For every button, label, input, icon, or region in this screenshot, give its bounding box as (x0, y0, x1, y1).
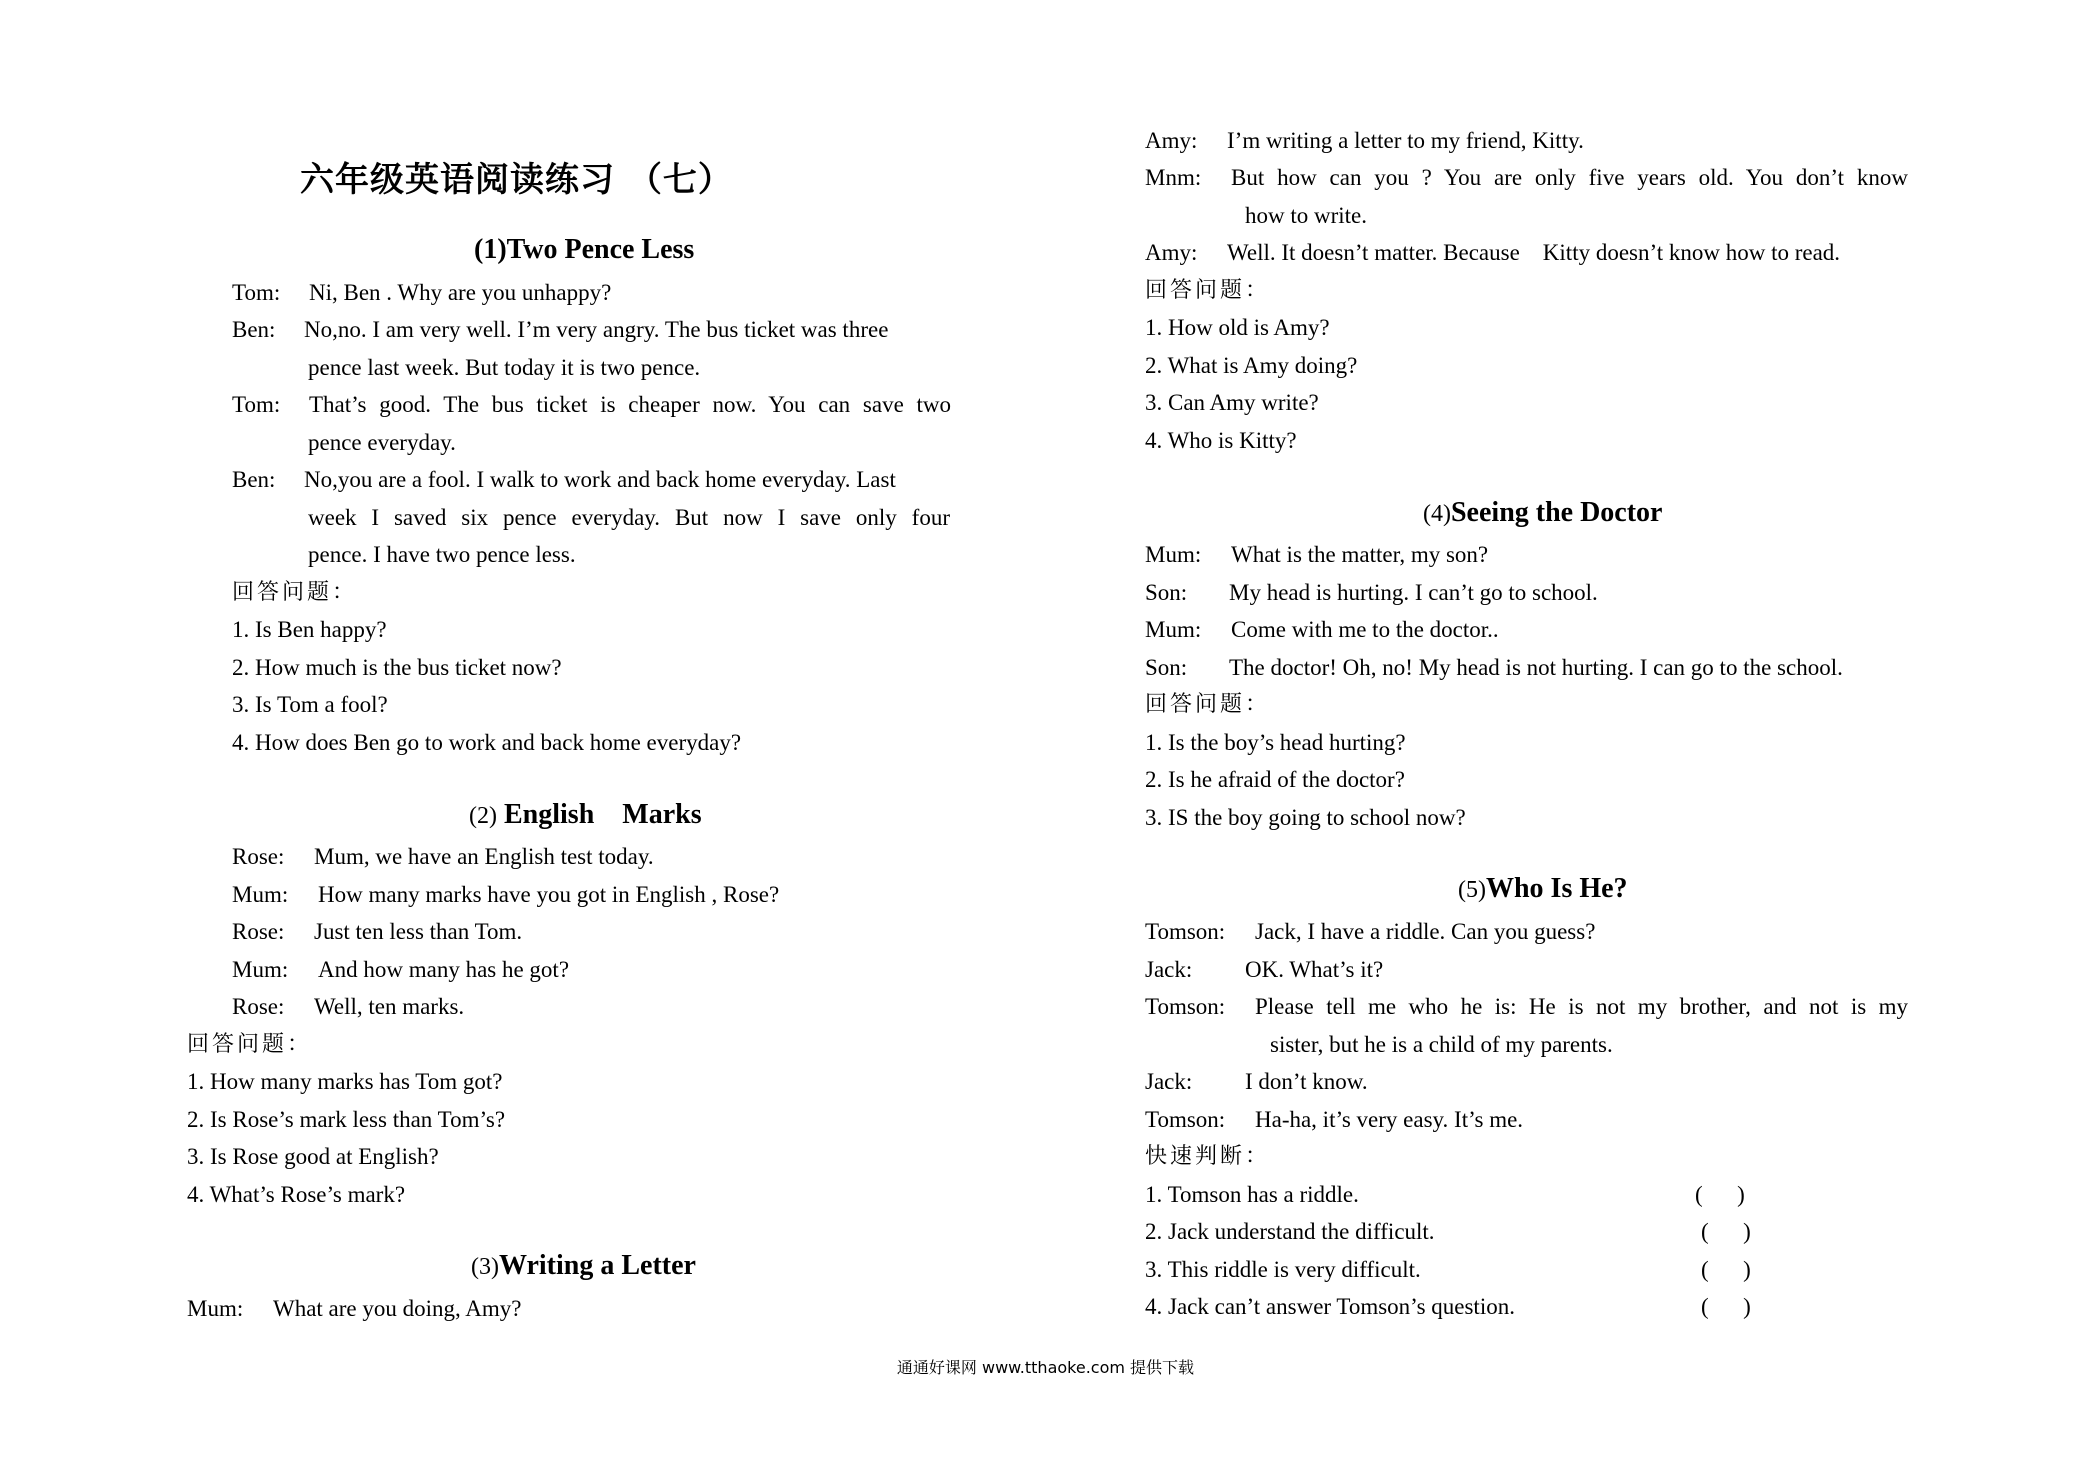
answer-label: 回答问题： (1145, 278, 1271, 303)
speaker: Rose: (232, 994, 285, 1019)
speaker: Mum: (187, 1296, 244, 1321)
question: 2. How much is the bus ticket now? (232, 655, 562, 680)
dialog-text: Well. It doesn’t matter. Because Kitty doesn’t know how to read. (1227, 240, 1841, 265)
speaker: Mum: (232, 882, 289, 907)
question: 2. Is Rose’s mark less than Tom’s? (187, 1107, 506, 1132)
answer-blank[interactable]: ( ) (1695, 1182, 1745, 1207)
dialog-text: That’s good. The bus ticket is cheaper now. You can save two (309, 392, 951, 417)
dialog-text: Ha-ha, it’s very easy. It’s me. (1255, 1107, 1524, 1132)
section-5-title (1458, 873, 1628, 905)
judgement: 1. Tomson has a riddle. (1145, 1182, 1359, 1207)
speaker: Tom: (232, 392, 281, 417)
dialog-line (1145, 122, 1584, 159)
speaker: Jack: (1145, 957, 1193, 982)
question: 2. What is Amy doing? (1145, 353, 1358, 378)
dialog-text: Ni, Ben . Why are you unhappy? (309, 280, 612, 305)
speaker: Tomson: (1145, 1107, 1226, 1132)
answer-blank[interactable]: ( ) (1701, 1294, 1751, 1319)
question: 2. Is he afraid of the doctor? (1145, 767, 1405, 792)
judgement: 2. Jack understand the difficult. (1145, 1219, 1435, 1244)
dialog-line (232, 951, 569, 988)
judge-label: 快速判断： (1145, 1144, 1271, 1169)
answer-label: 回答问题： (187, 1032, 313, 1057)
dialog-text: No,no. I am very well. I’m very angry. The bus ticket was three (304, 317, 889, 342)
footer-credit: 通通好课网 www.tthaoke.com 提供下载 (896, 1358, 1195, 1377)
question: 4. What’s Rose’s mark? (187, 1182, 406, 1207)
dialog-text: The doctor! Oh, no! My head is not hurting. I can go to the school. (1229, 655, 1843, 680)
dialog-text: Jack, I have a riddle. Can you guess? (1255, 919, 1596, 944)
judgement: 4. Jack can’t answer Tomson’s question. (1145, 1294, 1515, 1319)
answer-blank[interactable]: ( ) (1701, 1219, 1751, 1244)
speaker: Tomson: (1145, 994, 1226, 1019)
dialog-line (232, 876, 779, 913)
dialog-line-cont: week I saved six pence everyday. But now I save only four (308, 505, 950, 530)
speaker: Jack: (1145, 1069, 1193, 1094)
speaker: Rose: (232, 844, 285, 869)
dialog-text: My head is hurting. I can’t go to school. (1229, 580, 1598, 605)
dialog-line-cont: pence last week. But today it is two pence. (308, 355, 701, 380)
dialog-line (232, 913, 522, 950)
dialog-text: No,you are a fool. I walk to work and back home everyday. Last (304, 467, 896, 492)
dialog-line (1145, 1101, 1523, 1138)
dialog-text: And how many has he got? (318, 957, 570, 982)
dialog-line (187, 1290, 521, 1327)
dialog-text: What is the matter, my son? (1231, 542, 1489, 567)
question: 3. Is Tom a fool? (232, 692, 388, 717)
question: 1. How old is Amy? (1145, 315, 1330, 340)
answer-blank[interactable]: ( ) (1701, 1257, 1751, 1282)
section-5-name: Who Is He? (1485, 873, 1628, 904)
section-3-number: (3) (471, 1254, 499, 1280)
dialog-line (232, 988, 464, 1025)
section-3-title (471, 1250, 696, 1282)
dialog-text: OK. What’s it? (1245, 957, 1384, 982)
dialog-text: But how can you ? You are only five years old. You don’t know (1231, 165, 1908, 190)
dialog-line (232, 461, 896, 498)
question: 3. IS the boy going to school now? (1145, 805, 1466, 830)
page-title: 六年级英语阅读练习 （七） (300, 160, 733, 200)
section-2-number: (2) (469, 803, 497, 829)
dialog-text: I don’t know. (1245, 1069, 1368, 1094)
dialog-text: What are you doing, Amy? (273, 1296, 522, 1321)
answer-label: 回答问题： (232, 580, 358, 605)
dialog-line (1145, 574, 1598, 611)
speaker: Amy: (1145, 128, 1198, 153)
dialog-line (1145, 649, 1843, 686)
dialog-line-cont: pence. I have two pence less. (308, 542, 576, 567)
section-4-title (1423, 497, 1663, 529)
dialog-line (1145, 159, 1908, 196)
dialog-text: Well, ten marks. (314, 994, 465, 1019)
question: 4. How does Ben go to work and back home everyday? (232, 730, 742, 755)
dialog-text: Please tell me who he is: He is not my brother, and not is my (1255, 994, 1908, 1019)
section-4-name: Seeing the Doctor (1450, 497, 1663, 528)
speaker: Mum: (1145, 542, 1202, 567)
question: 4. Who is Kitty? (1145, 428, 1297, 453)
dialog-line (232, 386, 951, 423)
section-1-name: Two Pence Less (506, 234, 695, 265)
dialog-text: I’m writing a letter to my friend, Kitty. (1227, 128, 1584, 153)
section-2-name: English Marks (503, 799, 702, 830)
dialog-line (1145, 913, 1595, 950)
speaker: Son: (1145, 580, 1188, 605)
question: 1. How many marks has Tom got? (187, 1069, 503, 1094)
speaker: Son: (1145, 655, 1188, 680)
dialog-line (232, 838, 654, 875)
dialog-line (1145, 234, 1840, 271)
question: 3. Can Amy write? (1145, 390, 1319, 415)
answer-label: 回答问题： (1145, 692, 1271, 717)
question: 1. Is Ben happy? (232, 617, 387, 642)
section-1-number: (1) (474, 234, 507, 265)
speaker: Amy: (1145, 240, 1198, 265)
question: 1. Is the boy’s head hurting? (1145, 730, 1406, 755)
dialog-line (232, 274, 611, 311)
question: 3. Is Rose good at English? (187, 1144, 439, 1169)
dialog-line-cont: how to write. (1245, 203, 1368, 228)
dialog-line (1145, 951, 1383, 988)
dialog-line (232, 311, 888, 348)
speaker: Tom: (232, 280, 281, 305)
section-4-number: (4) (1423, 501, 1451, 527)
dialog-line (1145, 988, 1908, 1025)
speaker: Tomson: (1145, 919, 1226, 944)
speaker: Mum: (1145, 617, 1202, 642)
section-1-title (474, 234, 694, 266)
dialog-text: Just ten less than Tom. (314, 919, 523, 944)
speaker: Mnm: (1145, 165, 1202, 190)
dialog-text: How many marks have you got in English , Rose? (318, 882, 780, 907)
dialog-line-cont: pence everyday. (308, 430, 456, 455)
dialog-text: Mum, we have an English test today. (314, 844, 654, 869)
dialog-line-cont: sister, but he is a child of my parents. (1270, 1032, 1613, 1057)
section-3-name: Writing a Letter (498, 1250, 696, 1281)
speaker: Mum: (232, 957, 289, 982)
speaker: Ben: (232, 467, 276, 492)
section-5-number: (5) (1458, 877, 1486, 903)
dialog-line (1145, 536, 1488, 573)
dialog-text: Come with me to the doctor.. (1231, 617, 1499, 642)
judgement: 3. This riddle is very difficult. (1145, 1257, 1421, 1282)
dialog-line (1145, 1063, 1368, 1100)
dialog-line (1145, 611, 1499, 648)
section-2-title (469, 799, 702, 831)
speaker: Rose: (232, 919, 285, 944)
speaker: Ben: (232, 317, 276, 342)
